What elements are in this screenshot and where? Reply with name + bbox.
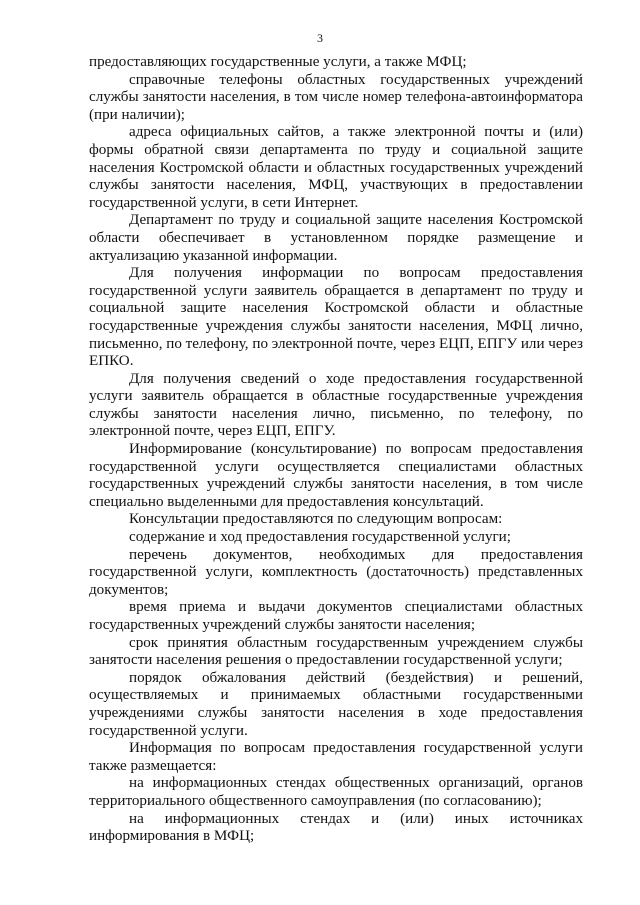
paragraph-5: Для получения информации по вопросам предоставления государственной услуги заявитель обращается в департамент по труду и социальной защите населения Костромской области и областные государственные учреждения службы занятости населения, МФЦ лично, письменно, по телефону, по электронной почте, через ЕЦП, ЕПГУ или через ЕПКО. — [89, 265, 583, 370]
paragraph-4: Департамент по труду и социальной защите населения Костромской области обеспечивает в установленном порядке размещение и актуализацию указанной информации. — [89, 212, 583, 264]
paragraph-9: содержание и ход предоставления государственной услуги; — [129, 529, 511, 546]
paragraph-8: Консультации предоставляются по следующим вопросам: — [129, 511, 503, 528]
paragraph-14: Информация по вопросам предоставления государственной услуги также размещается: — [89, 740, 583, 774]
paragraph-7: Информирование (консультирование) по вопросам предоставления государственной услуги осуществляется специалистами областных государственных учреждений службы занятости населения, в том числе специально выделенными для предоставления консультаций. — [89, 441, 583, 510]
paragraph-1: предоставляющих государственные услуги, а также МФЦ; — [89, 54, 467, 70]
paragraph-2: справочные телефоны областных государственных учреждений службы занятости населения, в том числе номер телефона-автоинформатора (при наличии); — [89, 71, 583, 123]
paragraph-6: Для получения сведений о ходе предоставления государственной услуги заявитель обращается в областные государственные учреждения службы занятости населения лично, письменно, по телефону, по электронной почте, через ЕЦП, ЕПГУ. — [89, 370, 583, 440]
paragraph-16: на информационных стендах и (или) иных источниках информирования в МФЦ; — [89, 810, 583, 845]
paragraph-13: порядок обжалования действий (бездействия) и решений, осуществляемых и принимаемых областными государственными учреждениями службы занятости населения в ходе предоставления государственной услуги. — [89, 669, 583, 739]
paragraph-3: адреса официальных сайтов, а также электронной почты и (или) формы обратной связи департамента по труду и социальной защите населения Костромской области и областных государственных учреждений службы занятости населения, МФЦ, участвующих в предоставлении государственной услуги, в сети Интернет. — [89, 124, 583, 211]
paragraph-15: на информационных стендах общественных организаций, органов территориального общественного самоуправления (по согласованию); — [89, 775, 583, 809]
paragraph-12: срок принятия областным государственным учреждением службы занятости населения решения о предоставлении государственной услуги; — [89, 634, 583, 669]
page-number: 3 — [317, 31, 323, 45]
paragraph-10: перечень документов, необходимых для предоставления государственной услуги, комплектность (достаточность) представленных документов; — [89, 546, 583, 598]
document-body — [89, 54, 583, 846]
paragraph-11: время приема и выдачи документов специалистами областных государственных учреждений службы занятости населения; — [89, 599, 583, 633]
